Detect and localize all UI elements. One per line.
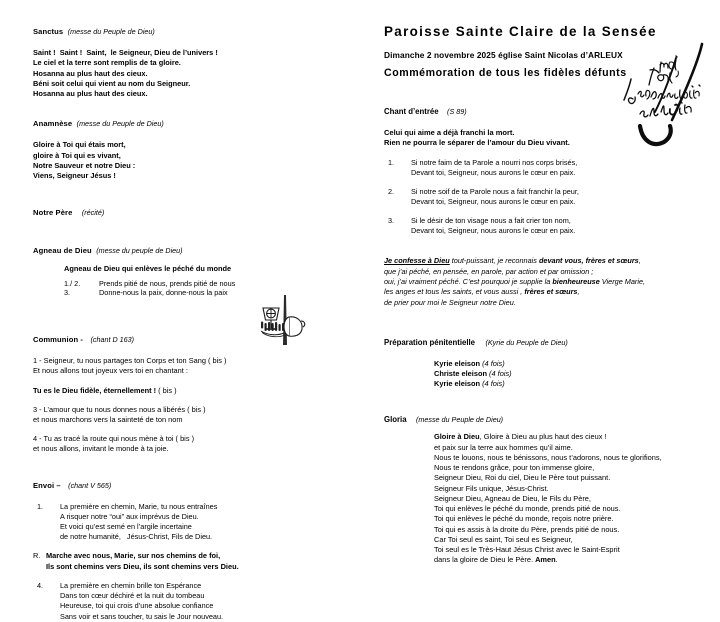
lyric-line: Devant toi, Seigneur, nous aurons le cœur en paix. [411,197,576,207]
confiteor-line4-b: , [577,287,580,297]
lyric-line: Devant toi, Seigneur, nous aurons le cœur en paix. [411,226,576,236]
handwritten-resurrection-quote [606,42,716,152]
verse-body [411,216,575,236]
gloria-note: (messe du Peuple de Dieu) [415,415,504,425]
lyric-line: Nous te rendons grâce, pour ton immense gloire, [434,463,595,473]
sanctus-lyrics [33,48,358,99]
envoi-verse-number: 4. [37,581,44,591]
gloria-title: Gloria [384,415,407,425]
anamnese-heading [33,113,358,131]
lyric-line: Hosanna au plus haut des cieux. [33,68,148,78]
confiteor-line4-a: les anges et tous les saints, et vous aussi , [384,287,525,297]
confiteor-line1-mid: tout-puissant, je reconnais [449,256,539,266]
lyric-line: Seigneur Fils unique, Jésus-Christ. [434,483,549,493]
verse-number: 1. [388,157,395,167]
kyrie-item [434,369,708,379]
section-anamnese [33,113,358,181]
lyric-line: Marche avec nous, Marie, sur nos chemins de foi, [46,551,221,561]
lyric-line: Notre Sauveur et notre Dieu : [33,161,136,171]
confiteor-line: que j’ai péché, en pensée, en parole, par action et par omission ; [384,266,594,276]
confiteor-line1-bold: devant vous, frères et sœurs [538,256,639,266]
agneau-verse-row [64,279,358,289]
lyric-line: Toi qui enlèves le péché du monde, reçois notre prière. [434,514,614,524]
section-confiteor [384,256,708,307]
envoi-note: (chant V 565) [68,480,112,490]
anamnese-lyrics [33,140,358,181]
envoi-heading [33,475,358,493]
confiteor-line [384,287,708,297]
communion-refrain-tail: ( bis ) [156,385,177,395]
agneau-verse-text: Donne-nous la paix, donne-nous la paix [99,288,228,298]
gloria-amen: Amen [535,555,556,565]
lyric-line: Devant toi, Seigneur, nous aurons le cœur en paix. [411,167,576,177]
confiteor-line [384,256,708,266]
lyric-line [434,555,708,565]
verse-number: 2. [388,187,395,196]
lyric-line: et paix sur la terre aux hommes qu’il aime. [434,442,573,452]
kyrie-count: (4 fois) [489,369,512,379]
kyrie-count: (4 fois) [482,358,505,368]
lyric-line: Rien ne pourra le séparer de l’amour du Dieu vivant. [384,138,570,148]
verse-body [411,158,577,178]
notre-pere-title: Notre Père [33,207,73,217]
confiteor-line1-end: , [638,256,641,266]
envoi-refrain-body [46,551,239,572]
section-agneau-de-dieu [33,240,358,299]
confiteor-line: de prier pour moi le Seigneur notre Dieu. [384,297,516,307]
lyric-line: Viens, Seigneur Jésus ! [33,171,116,181]
gloria-heading [384,409,708,427]
agneau-verse-number: 3. [64,288,71,298]
lyric-line: Sans voir et sans toucher, tu sais le Jour nouveau. [60,611,224,621]
lyric-line: de notre humanité, Jésus-Christ, Fils de Dieu. [60,531,213,541]
lyric-line: Heureuse, toi qui crois d’une absolue confiance [60,601,214,611]
confiteor-line [384,277,708,287]
agneau-note: (messe du peuple de Dieu) [96,245,183,255]
lyric-line: Si notre faim de ta Parole a nourri nos corps brisés, [411,157,578,167]
agneau-verse-row [64,288,358,298]
lyric-line: Gloire à Toi qui étais mort, [33,140,126,150]
gloria-lyrics [434,432,708,565]
chant-entree-title: Chant d’entrée [384,107,439,116]
envoi-verse-1 [33,502,358,542]
envoi-title: Envoi – [33,480,61,490]
lyric-line: Car Toi seul es saint, Toi seul es Seigneur, [434,534,573,544]
kyrie-item [434,379,708,389]
right-column [372,0,720,565]
chant-entree-verse [384,158,708,178]
envoi-verse-number: 1. [37,501,44,511]
verse-number: 3. [388,216,395,226]
gloria-lead-tail: , Gloire à Dieu au plus haut des cieux ! [479,432,607,442]
chant-entree-note: (S 89) [447,107,467,116]
lyric-line: La première en chemin, Marie, tu nous entraînes [60,501,218,511]
chalice-and-host-icon [253,291,313,351]
kyrie-item [434,359,708,369]
notre-pere-note: (récité) [81,207,105,217]
section-envoi [33,475,358,622]
agneau-title: Agneau de Dieu [33,245,92,255]
section-notre-pere [33,202,358,220]
confiteor-lead: Je confesse à Dieu [384,256,450,266]
lyric-line: Béni soit celui qui vient au nom du Seigneur. [33,78,191,88]
communion-verse-1 [33,356,358,376]
communion-verse-4 [33,434,358,454]
envoi-refrain-mark: R. [33,551,41,561]
confiteor-line3-a: oui, j’ai vraiment péché. C’est pourquoi je supplie la [384,276,553,286]
agneau-heading [33,240,358,258]
chant-entree-verse [384,216,708,236]
preparation-heading [384,332,708,350]
agneau-refrain: Agneau de Dieu qui enlèves le péché du monde [64,263,232,273]
lyric-line: Si notre soif de ta Parole nous a fait franchir la peur, [411,187,579,196]
lyric-line: A risquer notre “oui” aux imprévus de Dieu. [60,511,199,521]
lyric-line: Ils sont chemins vers Dieu, ils sont chemins vers Dieu. [46,561,239,571]
lyric-line: Seigneur Dieu, Agneau de Dieu, le Fils du Père, [434,493,591,503]
lyric-line: Hosanna au plus haut des cieux. [33,89,148,99]
lyric-line: gloire à Toi qui es vivant, [33,150,121,160]
sanctus-heading [33,21,358,39]
lyric-line: Dans ton cœur déchiré et la nuit du tombeau [60,591,205,601]
envoi-verse-body [60,502,217,542]
preparation-title: Préparation pénitentielle [384,337,475,347]
agneau-verse-number: 1./ 2. [64,278,81,288]
lyric-line: 1 - Seigneur, tu nous partages ton Corps et ton Sang ( bis ) [33,356,227,366]
lyric-line: Le ciel et la terre sont remplis de ta gloire. [33,58,181,68]
lyric-line: La première en chemin brille ton Espérance [60,581,202,591]
lyric-line: Nous te louons, nous te bénissons, nous t’adorons, nous te glorifions, [434,452,662,462]
communion-verse-3 [33,405,358,425]
communion-refrain [33,386,358,396]
lyric-line: et nous marchons vers la sainteté de ton nom [33,415,183,425]
gloria-last-b: . [555,555,558,565]
lyric-line: Et nous allons tout joyeux vers toi en chantant : [33,366,188,376]
envoi-verse-4 [33,581,358,621]
lyric-line: Toi qui enlèves le péché du monde, prends pitié de nous. [434,504,621,514]
gloria-last-a: dans la gloire de Dieu le Père. [434,555,536,565]
parish-name: Paroisse Sainte Claire de la Sensée [384,24,657,39]
lyric-line: Celui qui aime a déjà franchi la mort. [384,128,515,137]
anamnese-note: (messe du Peuple de Dieu) [76,119,164,129]
lyric-line: Si le désir de ton visage nous a fait crier ton nom, [411,216,571,226]
sanctus-note: (messe du Peuple de Dieu) [67,27,155,36]
agneau-verse-text: Prends pitié de nous, prends pitié de nous [99,278,236,288]
lyric-line: Toi qui es assis à la droite du Père, prends pitié de nous. [434,524,620,534]
gloria-lead: Gloire à Dieu [434,432,480,442]
lyric-line: 3 - L’amour que tu nous donnes nous a libérés ( bis ) [33,404,206,414]
sanctus-title: Sanctus [33,27,64,36]
chant-entree-verse [384,187,708,207]
communion-refrain-bold: Tu es le Dieu fidèle, éternellement ! [33,385,157,395]
communion-title: Communion - [33,335,84,345]
envoi-refrain [33,551,358,572]
kyrie-text: Kyrie eleison [434,358,481,368]
lyric-line: Saint ! Saint ! Saint, le Seigneur, Dieu de l’univers ! [33,48,218,57]
envoi-verse-body [60,581,223,621]
section-gloria [384,409,708,565]
lyric-line: Et voici qu’est semé en l’argile incertaine [60,521,192,531]
confiteor-line3-b: Vierge Marie, [599,276,646,286]
communion-note: (chant D 163) [90,335,135,345]
service-occasion: Commémoration de tous les fidèles défunts [384,67,627,79]
lyric-line [434,432,708,442]
section-sanctus [33,21,358,99]
service-date-and-church: Dimanche 2 novembre 2025 église Saint Nicolas d’ARLEUX [384,50,623,60]
kyrie-text: Christe eleison [434,369,487,379]
verse-body [411,187,579,207]
kyrie-text: Kyrie eleison [434,379,481,389]
preparation-note: (Kyrie du Peuple de Dieu) [485,337,568,347]
confiteor-line4-bold: frères et sœurs [524,287,578,297]
anamnese-title: Anamnèse [33,119,73,129]
confiteor-line3-bold: bienheureuse [552,276,600,286]
lyric-line: et nous allons, invitant le monde à ta joie. [33,444,169,454]
lyric-line: Seigneur Dieu, Roi du ciel, Dieu le Père tout puissant. [434,473,611,483]
kyrie-count: (4 fois) [482,379,505,389]
section-preparation-penitentielle [384,332,708,390]
lyric-line: Toi seul es le Très-Haut Jésus Christ avec le Saint-Esprit [434,545,620,555]
lyric-line: 4 - Tu as tracé la route qui nous mène à toi ( bis ) [33,434,195,444]
